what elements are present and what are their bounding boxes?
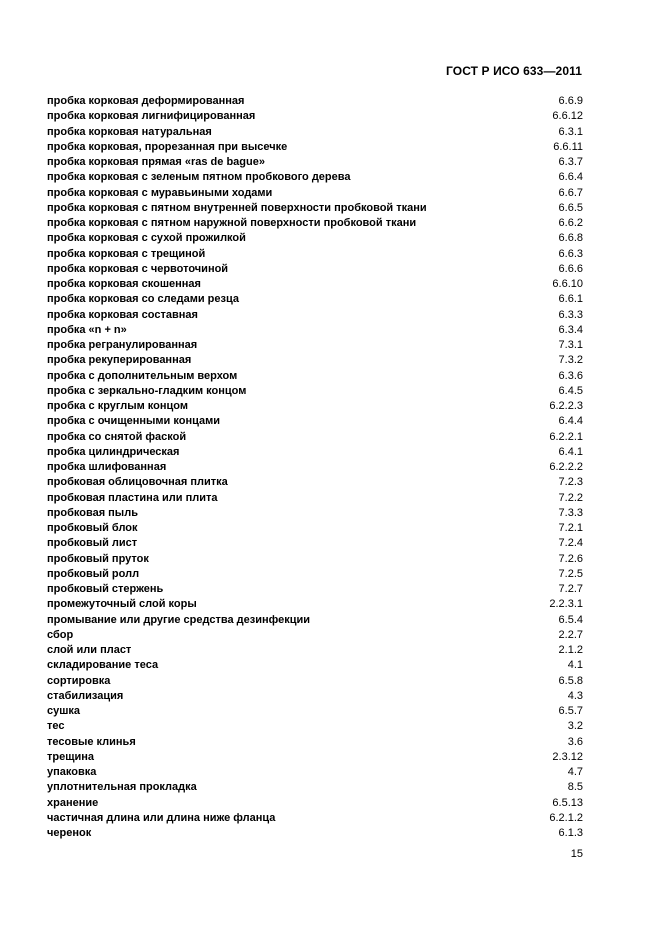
index-entry [47,521,583,536]
index-term: пробка с очищенными концами [47,415,220,428]
index-reference: 6.2.2.2 [549,461,583,473]
index-reference: 6.2.2.1 [549,430,583,443]
index-term: пробка корковая с пятном внутренней поверхности пробковой ткани [47,201,427,214]
index-entry [47,704,583,719]
index-term: пробка рекуперированная [47,354,192,367]
index-term: стабилизация [47,689,124,702]
index-entry [47,323,583,338]
index-term: тес [47,720,65,733]
index-term: промывание или другие средства дезинфекции [47,613,310,626]
index-reference: 6.6.5 [558,201,583,214]
index-term: пробковая пыль [47,506,138,519]
index-term: хранение [47,796,99,809]
index-reference: 6.1.3 [558,827,583,839]
index-entry [47,353,583,368]
index-entry [47,155,583,170]
index-entry [47,643,583,658]
index-reference: 6.3.3 [558,308,583,321]
index-term: пробка корковая с сухой прожилкой [47,232,246,245]
page-number: 15 [570,848,583,860]
index-reference: 8.5 [567,781,583,794]
index-entry [47,308,583,323]
index-term: частичная длина или длина ниже фланца [47,811,276,824]
index-entry [47,384,583,399]
index-entry [47,292,583,307]
index-term: сортировка [47,674,111,687]
index-reference: 6.6.4 [558,171,583,184]
index-term: пробка корковая скошенная [47,278,201,290]
index-entry [47,552,583,567]
index-entry [47,750,583,765]
index-reference: 7.2.3 [558,476,583,489]
index-term: пробковый пруток [47,552,149,565]
index-reference: 6.6.3 [558,247,583,260]
index-reference: 7.3.3 [558,506,583,519]
index-entry [47,231,583,246]
index-reference: 2.2.3.1 [549,598,583,611]
index-reference: 6.6.1 [558,293,583,306]
index-term: пробка корковая с трещиной [47,247,206,260]
index-reference: 6.6.2 [558,217,583,229]
index-reference: 7.2.2 [558,491,583,504]
index-term: слой или пласт [47,644,132,656]
index-term: пробка со снятой фаской [47,430,187,443]
index-reference: 2.1.2 [558,644,583,656]
index-reference: 6.6.9 [558,95,583,107]
index-term: пробка корковая натуральная [47,125,212,138]
index-entry [47,277,583,292]
index-term: пробка шлифованная [47,461,167,473]
index-term: пробка цилиндрическая [47,445,180,458]
index-term: пробка корковая деформированная [47,95,245,107]
index-entry [47,94,583,109]
index-entry [47,613,583,628]
index-entry [47,826,583,841]
index-entry [47,811,583,826]
index-reference: 7.2.5 [558,567,583,580]
index-entry [47,247,583,262]
index-term: пробка «n + n» [47,323,127,336]
index-term: пробка корковая, прорезанная при высечке [47,140,288,153]
index-entry [47,674,583,689]
index-reference: 6.5.8 [558,674,583,687]
index-reference: 4.7 [567,766,583,778]
index-term: пробка корковая с червоточиной [47,262,229,275]
index-reference: 4.3 [567,689,583,702]
index-term: пробка корковая с пятном наружной поверхности пробковой ткани [47,217,417,229]
index-entry [47,536,583,551]
index-entry [47,170,583,185]
index-term: пробковый стержень [47,583,164,595]
index-term: пробка корковая прямая «ras de bague» [47,156,265,168]
index-reference: 6.4.5 [558,384,583,397]
index-term: пробковый лист [47,537,138,550]
index-term: пробка с зеркально-гладким концом [47,384,247,397]
index-reference: 7.3.1 [558,339,583,351]
index-term: черенок [47,827,92,839]
index-entry [47,125,583,140]
index-entry [47,628,583,643]
index-term: пробковая облицовочная плитка [47,476,228,489]
index-term: пробка с дополнительным верхом [47,369,238,382]
index-reference: 6.5.4 [558,613,583,626]
index-entry [47,369,583,384]
index-entry [47,796,583,811]
index-entry [47,201,583,216]
index-entry [47,719,583,734]
index-entry [47,506,583,521]
index-reference: 7.2.7 [558,583,583,595]
index-entry [47,597,583,612]
index-term: пробковая пластина или плита [47,491,218,504]
index-reference: 7.2.6 [558,552,583,565]
index-reference: 7.2.4 [558,537,583,550]
index-term: пробка корковая лигнифицированная [47,110,256,123]
index-term: складирование теса [47,659,159,672]
index-term: пробка корковая со следами резца [47,293,239,306]
index-term: пробка корковая составная [47,308,198,321]
index-entry [47,475,583,490]
index-reference: 6.5.13 [552,796,583,809]
index-term: трещина [47,750,95,763]
index-term: пробка корковая с муравьиными ходами [47,186,273,199]
index-reference: 6.6.6 [558,262,583,275]
index-entry [47,186,583,201]
index-entry [47,140,583,155]
index-reference: 6.5.7 [558,705,583,717]
index-term: упаковка [47,766,97,778]
index-term: промежуточный слой коры [47,598,197,611]
index-reference: 7.2.1 [558,522,583,534]
index-reference: 6.3.4 [558,323,583,336]
index-entry [47,491,583,506]
index-reference: 3.6 [567,735,583,748]
index-entry [47,430,583,445]
index-entry [47,445,583,460]
index-term: пробка корковая с зеленым пятном пробкового дерева [47,171,351,184]
index-entry [47,765,583,780]
index-list [47,94,583,841]
index-reference: 6.3.6 [558,369,583,382]
index-reference: 6.2.2.3 [549,400,583,412]
index-entry [47,262,583,277]
index-entry [47,216,583,231]
index-reference: 3.2 [567,720,583,733]
index-reference: 6.6.7 [558,186,583,199]
index-reference: 6.6.8 [558,232,583,245]
index-entry [47,780,583,795]
index-reference: 7.3.2 [558,354,583,367]
index-entry [47,689,583,704]
index-term: пробка регранулированная [47,339,198,351]
index-reference: 4.1 [567,659,583,672]
index-term: пробковый ролл [47,567,140,580]
index-entry [47,582,583,597]
index-reference: 6.2.1.2 [549,811,583,824]
index-reference: 6.4.4 [558,415,583,428]
document-header: ГОСТ Р ИСО 633—2011 [446,64,582,78]
index-entry [47,460,583,475]
index-entry [47,399,583,414]
index-reference: 2.3.12 [552,750,583,763]
index-entry [47,109,583,124]
index-term: пробковый блок [47,522,138,534]
index-entry [47,567,583,582]
index-term: уплотнительная прокладка [47,781,197,794]
index-entry [47,414,583,429]
index-reference: 6.6.11 [553,140,583,153]
index-entry [47,658,583,673]
index-term: тесовые клинья [47,735,136,748]
index-reference: 6.6.12 [552,110,583,123]
index-term: сбор [47,628,74,641]
index-reference: 6.3.1 [558,125,583,138]
index-reference: 6.4.1 [558,445,583,458]
index-reference: 6.3.7 [558,156,583,168]
index-term: сушка [47,705,81,717]
index-reference: 2.2.7 [558,628,583,641]
index-term: пробка с круглым концом [47,400,189,412]
index-entry [47,735,583,750]
index-entry [47,338,583,353]
index-reference: 6.6.10 [552,278,583,290]
